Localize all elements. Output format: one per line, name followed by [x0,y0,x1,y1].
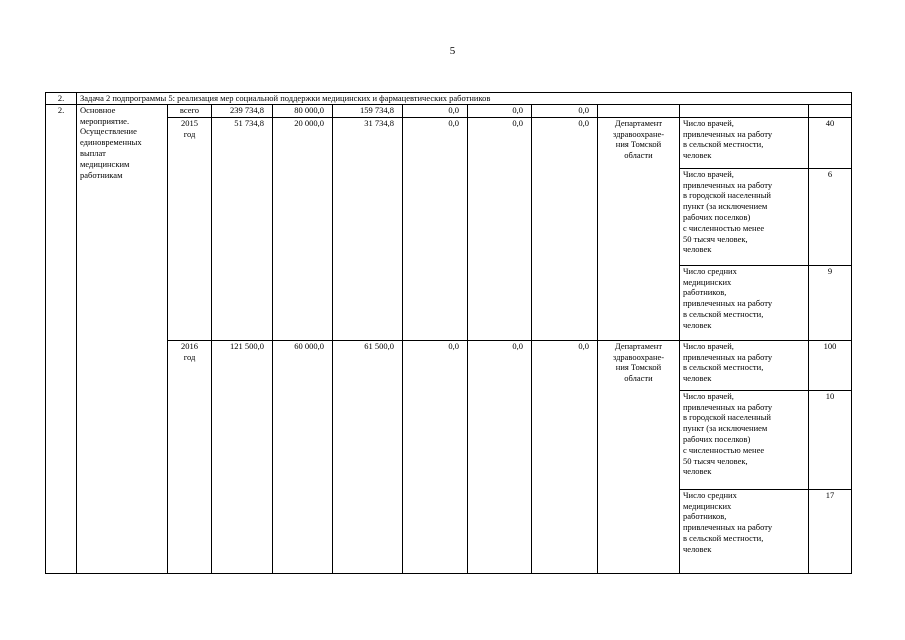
total-indicator-cell [680,104,809,117]
year-label: 2015 год [168,117,212,340]
year-value: 0,0 [532,340,598,573]
total-value: 159 734,8 [333,104,403,117]
total-value: 0,0 [403,104,468,117]
responsible-department: Департамент здравоохране- ния Томской области [598,340,680,573]
total-value: 0,0 [468,104,532,117]
indicator-value: 10 [809,390,852,489]
indicator-value: 100 [809,340,852,390]
indicator-text: Число врачей, привлеченных на работу в городской населенный пункт (за исключением рабочих поселков) с численностью менее 50 тысяч человек, человек [680,390,809,489]
measure-number: 2. [46,104,77,573]
task-title: Задача 2 подпрограммы 5: реализация мер социальной поддержки медицинских и фармацевтических работников [77,93,852,105]
total-value: 0,0 [532,104,598,117]
total-value: 239 734,8 [212,104,273,117]
indicator-text: Число врачей, привлеченных на работу в сельской местности, человек [680,340,809,390]
year-value: 0,0 [532,117,598,340]
year-value: 61 500,0 [333,340,403,573]
year-value: 31 734,8 [333,117,403,340]
year-value: 0,0 [403,117,468,340]
indicator-value: 17 [809,489,852,573]
year-value: 60 000,0 [273,340,333,573]
year-label: 2016 год [168,340,212,573]
year-value: 51 734,8 [212,117,273,340]
page-number: 5 [449,45,456,57]
indicator-text: Число врачей, привлеченных на работу в сельской местности, человек [680,117,809,168]
year-value: 0,0 [468,340,532,573]
task-row [46,93,852,105]
year-value: 20 000,0 [273,117,333,340]
total-dept-cell [598,104,680,117]
year-value: 0,0 [468,117,532,340]
total-indicator-value-cell [809,104,852,117]
total-value: 80 000,0 [273,104,333,117]
year-value: 121 500,0 [212,340,273,573]
total-label: всего [168,104,212,117]
task-number: 2. [46,93,77,105]
indicator-value: 40 [809,117,852,168]
program-table [45,92,852,574]
responsible-department: Департамент здравоохране- ния Томской области [598,117,680,340]
measure-name: Основное мероприятие. Осуществление единовременных выплат медицинским работникам [77,104,168,573]
indicator-value: 6 [809,168,852,265]
indicator-text: Число средних медицинских работников, привлеченных на работу в сельской местности, человек [680,489,809,573]
year-value: 0,0 [403,340,468,573]
indicator-text: Число средних медицинских работников, привлеченных на работу в сельской местности, человек [680,265,809,340]
indicator-value: 9 [809,265,852,340]
indicator-text: Число врачей, привлеченных на работу в городской населенный пункт (за исключением рабочих поселков) с численностью менее 50 тысяч человек, человек [680,168,809,265]
total-row [46,104,852,117]
